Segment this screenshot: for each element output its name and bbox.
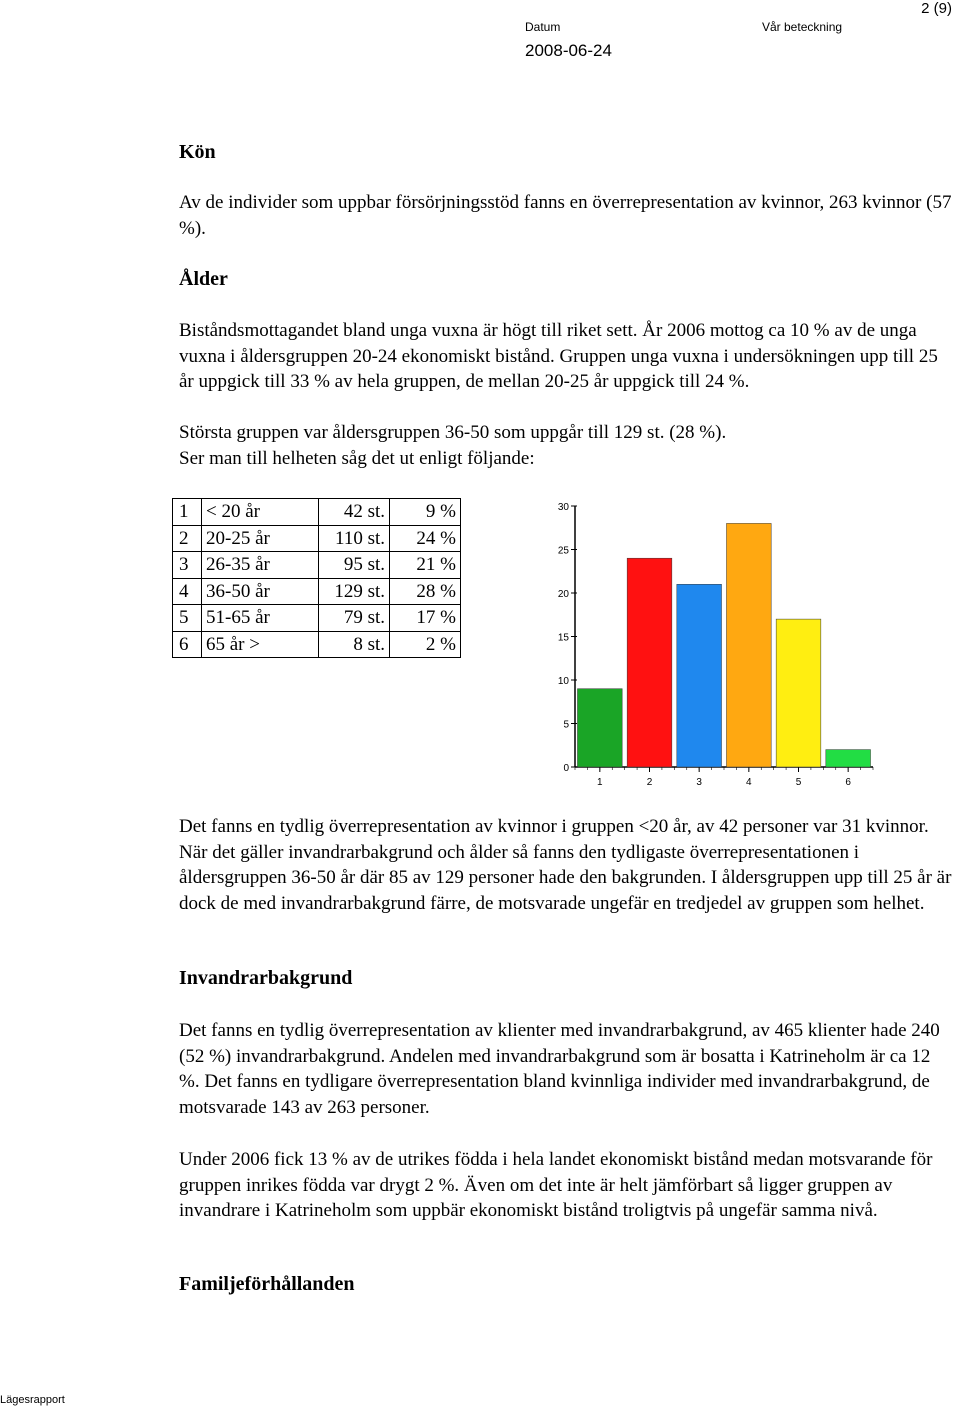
page-number: 2 (9): [921, 0, 952, 17]
table-cell-row-number: 2: [173, 525, 202, 552]
bar-4: [726, 523, 771, 767]
table-cell-count: 95 st.: [319, 552, 390, 579]
heading-invandrarbakgrund: Invandrarbakgrund: [179, 967, 353, 989]
paragraph-alder-intro: Ser man till helheten såg det ut enligt följande:: [179, 448, 535, 469]
table-row: [173, 605, 461, 632]
bar-1: [577, 689, 622, 767]
table-cell-age-group: 51-65 år: [202, 605, 319, 632]
y-tick-label: 0: [563, 763, 569, 774]
table-cell-row-number: 3: [173, 552, 202, 579]
table-row: [173, 499, 461, 526]
paragraph-invandrarbakgrund-2: Under 2006 fick 13 % av de utrikes födda i hela landet ekonomiskt bistånd medan motsvarande för gruppen inrikes födda var drygt 2 %. Även om det inte är helt jämförbart så ligger gruppen av invandrare i Katrineholm som uppbär ekonomiskt bistånd troligtvis på ungefär samma nivå.: [179, 1149, 933, 1221]
x-tick-label: 2: [646, 777, 653, 788]
document-date: 2008-06-24: [525, 41, 612, 60]
bar-5: [776, 619, 821, 767]
table-cell-age-group: 36-50 år: [202, 578, 319, 605]
table-cell-age-group: 20-25 år: [202, 525, 319, 552]
table-cell-percentage: 24 %: [390, 525, 461, 552]
table-row: [173, 525, 461, 552]
age-bar-chart: [548, 498, 878, 793]
footer-label: Lägesrapport: [0, 1394, 65, 1406]
table-row: [173, 578, 461, 605]
table-cell-percentage: 9 %: [390, 499, 461, 526]
table-cell-count: 8 st.: [319, 631, 390, 658]
reference-label: Vår beteckning: [762, 20, 843, 34]
bar-3: [677, 584, 722, 767]
paragraph-alder: Biståndsmottagandet bland unga vuxna är högt till riket sett. År 2006 mottog ca 10 % av de unga vuxna i åldersgruppen 20-24 ekonomiskt bistånd. Gruppen unga vuxna i undersökningen upp till 25 år uppgick till 33 % av hela gruppen, de mellan 20-25 år uppgick till 24 %.: [179, 320, 938, 392]
y-tick-label: 5: [563, 719, 569, 731]
table-cell-count: 42 st.: [319, 499, 390, 526]
age-group-table: [172, 498, 461, 658]
y-tick-label: 25: [557, 545, 569, 557]
table-cell-row-number: 4: [173, 578, 202, 605]
table-row: [173, 631, 461, 658]
y-tick-label: 20: [557, 589, 569, 600]
paragraph-alder-largest: Största gruppen var åldersgruppen 36-50 som uppgår till 129 st. (28 %).: [179, 422, 727, 443]
date-label: Datum: [525, 20, 561, 34]
paragraph-invandrarbakgrund-1: Det fanns en tydlig överrepresentation av klienter med invandrarbakgrund, av 465 klienter hade 240 (52 %) invandrarbakgrund. Andelen med invandrarbakgrund som är bosatta i Katrineholm är ca 12 %. Det fanns en tydligare överrepresentation bland kvinnliga individer med invandrarbakgrund, de motsvarade 143 av 263 personer.: [179, 1020, 940, 1118]
table-cell-count: 79 st.: [319, 605, 390, 632]
chart-bars: [577, 523, 870, 767]
table-cell-age-group: 26-35 år: [202, 552, 319, 579]
y-tick-label: 15: [557, 632, 569, 644]
table-cell-age-group: < 20 år: [202, 499, 319, 526]
y-tick-label: 30: [557, 502, 569, 513]
x-tick-label: 3: [696, 777, 702, 788]
table-cell-row-number: 6: [173, 631, 202, 658]
x-tick-label: 1: [597, 777, 603, 788]
table-row: [173, 552, 461, 579]
paragraph-overrepresentation: Det fanns en tydlig överrepresentation av kvinnor i gruppen <20 år, av 42 personer var 31 kvinnor. När det gäller invandrarbakgrund och ålder så fanns den tydligaste överrepresentationen i åldersgruppen 36-50 år där 85 av 129 personer hade den bakgrunden. I åldersgruppen upp till 25 år är dock de med invandrarbakgrund färre, de motsvarade ungefär en tredjedel av gruppen som helhet.: [179, 816, 952, 914]
table-cell-percentage: 17 %: [390, 605, 461, 632]
table-cell-row-number: 1: [173, 499, 202, 526]
table-cell-percentage: 21 %: [390, 552, 461, 579]
x-tick-label: 4: [746, 777, 752, 788]
table-cell-percentage: 2 %: [390, 631, 461, 658]
y-tick-label: 10: [557, 676, 569, 687]
bar-2: [627, 558, 672, 767]
table-cell-count: 129 st.: [319, 578, 390, 605]
heading-alder: Ålder: [179, 268, 228, 290]
x-tick-label: 5: [795, 777, 802, 788]
table-cell-percentage: 28 %: [390, 578, 461, 605]
x-tick-label: 6: [845, 777, 851, 788]
table-cell-age-group: 65 år >: [202, 631, 319, 658]
paragraph-kon: Av de individer som uppbar försörjningsstöd fanns en överrepresentation av kvinnor, 263 kvinnor (57 %).: [179, 192, 952, 239]
table-cell-count: 110 st.: [319, 525, 390, 552]
table-cell-row-number: 5: [173, 605, 202, 632]
heading-familjeforhallanden: Familjeförhållanden: [179, 1273, 355, 1295]
heading-kon: Kön: [179, 141, 216, 163]
bar-6: [826, 750, 871, 767]
